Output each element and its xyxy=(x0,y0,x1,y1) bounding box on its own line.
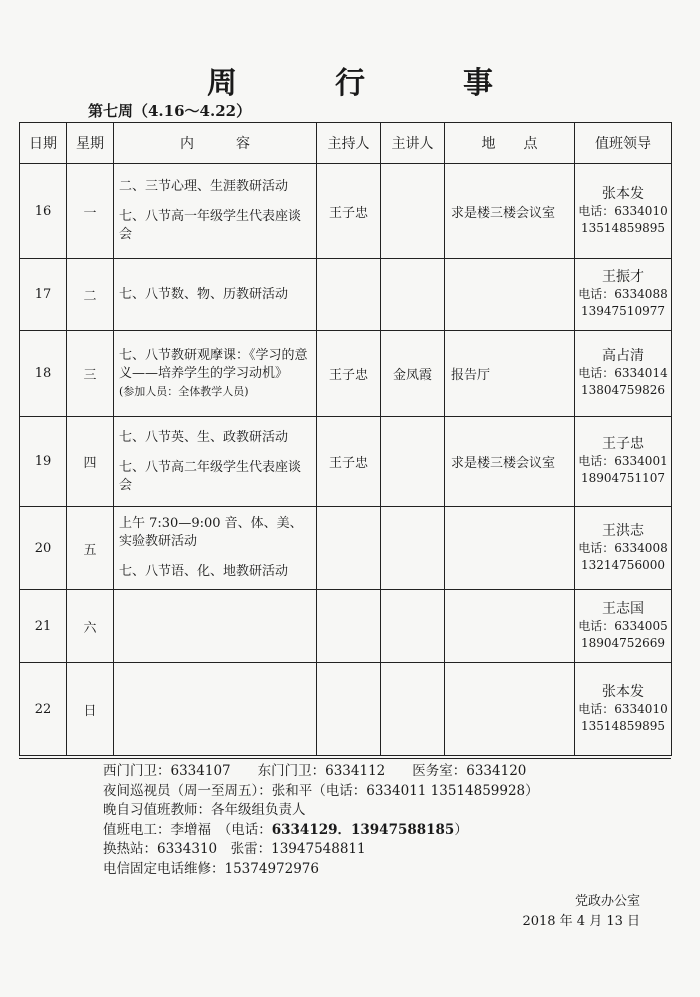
leader-phone: 13514859895 xyxy=(581,220,665,235)
cell-host xyxy=(317,663,381,756)
leader-tel: 电话：6334088 xyxy=(578,287,668,301)
cell-speaker xyxy=(381,507,445,590)
cell-weekday: 四 xyxy=(67,417,114,507)
leader-phone: 18904751107 xyxy=(581,471,665,485)
cell-leader xyxy=(575,259,672,331)
cell-leader xyxy=(575,164,672,259)
content-line xyxy=(119,551,311,563)
electrician-phones: 6334129．13947588185 xyxy=(271,821,455,838)
cell-speaker xyxy=(381,663,445,756)
week-label: 第七周（4.16～4.22） xyxy=(88,102,252,120)
page-title: 周 行 事 xyxy=(207,66,527,101)
leader-name: 高占清 xyxy=(602,348,644,364)
leader-phone: 13214756000 xyxy=(581,557,665,572)
cell-leader xyxy=(575,507,672,590)
cell-content xyxy=(114,417,317,507)
content-line xyxy=(119,447,311,459)
footer-line: 电信固定电话维修：15374972976 xyxy=(103,860,319,877)
table-row xyxy=(20,507,672,590)
content-line: 七、八节教研观摩课：《学习的意义——培养学生的学习动机》 xyxy=(119,347,308,381)
cell-date: 17 xyxy=(20,259,67,331)
cell-date: 20 xyxy=(20,507,67,590)
cell-content xyxy=(114,663,317,756)
electrician-label: 值班电工：李增福 （电话： xyxy=(103,821,272,838)
cell-speaker: 金凤霞 xyxy=(381,331,445,417)
cell-weekday: 五 xyxy=(67,507,114,590)
cell-content xyxy=(114,590,317,663)
cell-leader xyxy=(575,417,672,507)
cell-speaker xyxy=(381,164,445,259)
leader-tel: 电话：6334001 xyxy=(578,454,668,468)
header-weekday: 星期 xyxy=(67,123,114,164)
table-row xyxy=(20,663,672,756)
content-line: 七、八节高二年级学生代表座谈会 xyxy=(119,459,302,493)
cell-speaker xyxy=(381,417,445,507)
leader-phone: 13947510977 xyxy=(581,304,665,318)
leader-name: 王振才 xyxy=(602,269,644,285)
header-host: 主持人 xyxy=(317,123,381,164)
cell-date: 21 xyxy=(20,590,67,663)
table-row xyxy=(20,417,672,507)
leader-tel: 电话：6334010 xyxy=(578,701,668,716)
leader-name: 王志国 xyxy=(602,600,644,617)
electrician-end: ） xyxy=(454,821,468,838)
cell-host xyxy=(317,507,381,590)
table-row xyxy=(20,331,672,417)
cell-weekday: 二 xyxy=(67,259,114,331)
leader-name: 张本发 xyxy=(602,185,644,202)
cell-speaker xyxy=(381,590,445,663)
cell-place: 求是楼三楼会议室 xyxy=(445,417,575,507)
cell-weekday: 日 xyxy=(67,663,114,756)
content-line xyxy=(119,196,311,208)
cell-leader xyxy=(575,331,672,417)
cell-date: 18 xyxy=(20,331,67,417)
leader-name: 王洪志 xyxy=(602,522,644,539)
content-line: 七、八节语、化、地教研活动 xyxy=(119,564,289,579)
leader-tel: 电话：6334005 xyxy=(578,618,668,633)
leader-tel: 电话：6334014 xyxy=(578,366,668,380)
cell-weekday: 六 xyxy=(67,590,114,663)
leader-phone: 13804759826 xyxy=(581,383,665,397)
footer-line xyxy=(103,821,539,841)
table-header-row xyxy=(20,123,672,164)
content-line: 上午 7:30—9:00 音、体、美、实验教研活动 xyxy=(119,516,303,549)
cell-host: 王子忠 xyxy=(317,417,381,507)
footer-line: 换热站：6334310 张雷：13947548811 xyxy=(103,841,366,857)
footer-line: 西门门卫：6334107 东门门卫：6334112 医务室：6334120 xyxy=(103,763,527,779)
content-line: 七、八节英、生、政教研活动 xyxy=(119,429,289,445)
cell-content xyxy=(114,507,317,590)
cell-host: 王子忠 xyxy=(317,164,381,259)
header-leader: 值班领导 xyxy=(575,123,672,164)
cell-content xyxy=(114,331,317,417)
cell-date: 19 xyxy=(20,417,67,507)
cell-weekday: 三 xyxy=(67,331,114,417)
header-date: 日期 xyxy=(20,123,67,164)
schedule-table xyxy=(19,122,672,756)
cell-leader xyxy=(575,590,672,663)
issue-date: 2018 年 4 月 13 日 xyxy=(522,914,640,929)
bottom-rule xyxy=(19,758,671,759)
footer-line: 晚自习值班教师：各年级组负责人 xyxy=(103,802,306,818)
table-row xyxy=(20,259,672,331)
footer-line: 夜间巡视员（周一至周五）：张和平（电话：6334011 13514859928） xyxy=(103,782,539,799)
leader-phone: 18904752669 xyxy=(581,635,665,650)
content-line: 二、三节心理、生涯教研活动 xyxy=(119,179,289,194)
content-note: (参加人员：全体教学人员) xyxy=(119,384,249,398)
header-content: 内 容 xyxy=(114,123,317,164)
footer-contacts xyxy=(103,762,539,879)
cell-leader xyxy=(575,663,672,756)
cell-weekday: 一 xyxy=(67,164,114,259)
content-line: 七、八节高一年级学生代表座谈会 xyxy=(119,209,302,242)
cell-place xyxy=(445,259,575,331)
cell-date: 22 xyxy=(20,663,67,756)
cell-place: 求是楼三楼会议室 xyxy=(445,164,575,259)
cell-host xyxy=(317,590,381,663)
signature-block xyxy=(520,892,640,932)
cell-place xyxy=(445,663,575,756)
cell-place xyxy=(445,507,575,590)
office-name: 党政办公室 xyxy=(574,894,640,909)
table-row xyxy=(20,164,672,259)
leader-name: 王子忠 xyxy=(602,436,644,452)
cell-place: 报告厅 xyxy=(445,331,575,417)
cell-host: 王子忠 xyxy=(317,331,381,417)
cell-date: 16 xyxy=(20,164,67,259)
table-row xyxy=(20,590,672,663)
content-line: 七、八节数、物、历教研活动 xyxy=(119,286,289,302)
cell-speaker xyxy=(381,259,445,331)
cell-place xyxy=(445,590,575,663)
leader-name: 张本发 xyxy=(602,683,644,700)
header-place: 地 点 xyxy=(445,123,575,164)
cell-content xyxy=(114,259,317,331)
leader-tel: 电话：6334010 xyxy=(578,203,668,218)
leader-tel: 电话：6334008 xyxy=(578,540,668,555)
header-speaker: 主讲人 xyxy=(381,123,445,164)
cell-content xyxy=(114,164,317,259)
cell-host xyxy=(317,259,381,331)
leader-phone: 13514859895 xyxy=(581,718,665,733)
